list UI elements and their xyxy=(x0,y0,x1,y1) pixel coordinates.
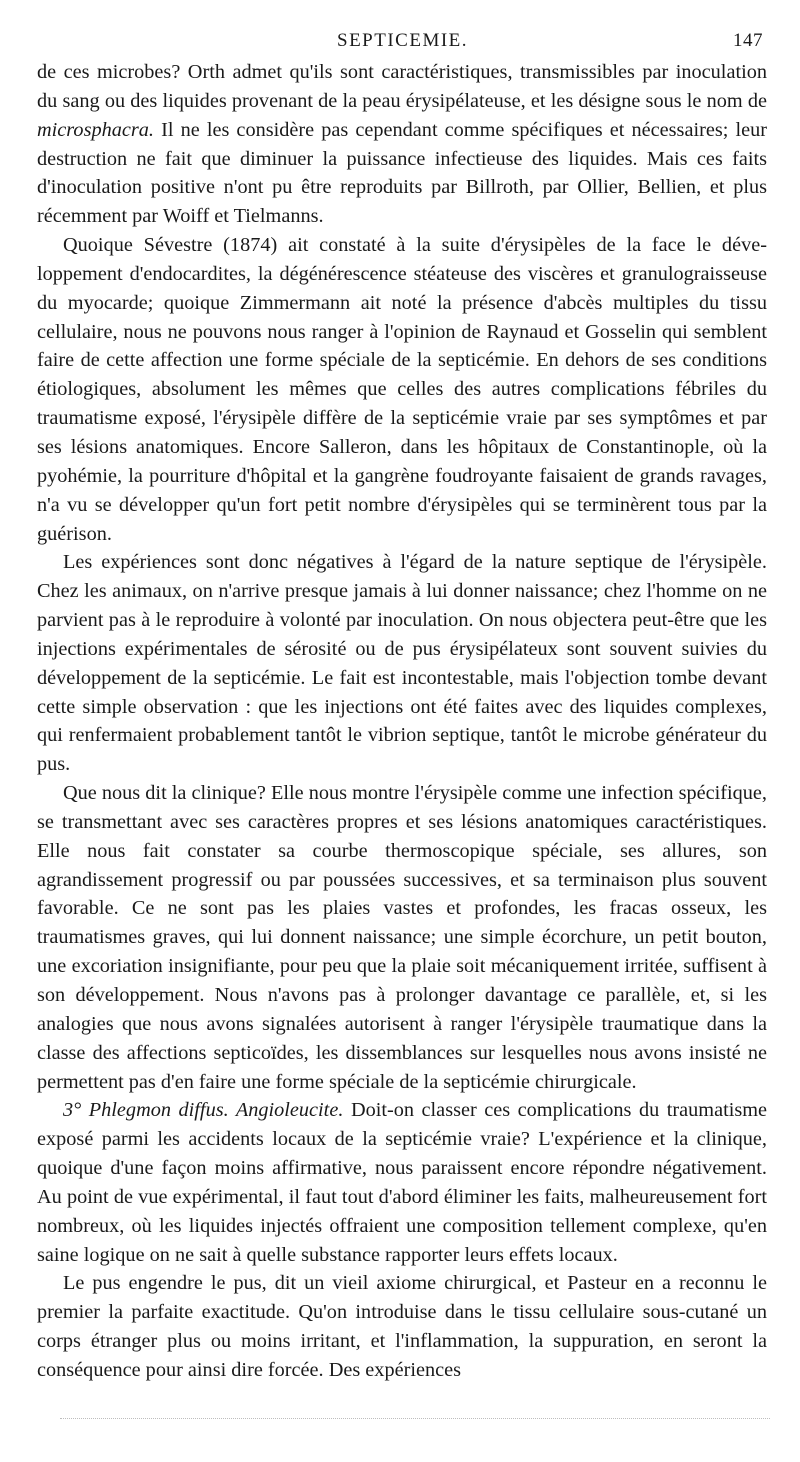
page-number: 147 xyxy=(733,30,763,51)
paragraph-1-end: Il ne les considère pas cependant comme spécifiques et nécessaires; leur destruction ne fait que diminuer la puissance infectieuse des liquides. Mais ces faits d'inoculation positive n'ont pu être reproduits par Billroth, par Ollier, Bellien, et plus récemment par Woiff et Tielmanns. xyxy=(37,118,767,228)
running-head xyxy=(37,28,767,58)
paragraph-6: Le pus engendre le pus, dit un vieil axiome chirurgical, et Pasteur en a reconnu le premier la parfaite exactitude. Qu'on introduise dans le tissu cellulaire sous-cutané un corps étranger plus ou moins irritant, et l'inflammation, la suppuration, en seront la conséquence pour ainsi dire forcée. Des expériences xyxy=(37,1272,767,1381)
paragraph-2: Quoique Sévestre (1874) ait constaté à la suite d'érysipèles de la face le développement d'endocardites, la dégénérescence stéateuse des viscères et granulograisseuse du myocarde; quoique Zimmermann ait noté la présence d'abcès multiples du tissu cellulaire, nous ne pouvons nous ranger à l'opinion de Raynaud et Gosselin qui semblent faire de cette affection une forme spéciale de la septicémie. En dehors de ses conditions étiologiques, absolument les mêmes que celles des autres complications fébriles du traumatisme exposé, l'érysipèle diffère de la septicémie vraie par ses symptômes et par ses lésions anatomiques. Encore Salleron, dans les hôpitaux de Constantinople, où la pyohémie, la pourriture d'hôpital et la gangrène foudroyante faisaient de grands ravages, n'a vu se développer qu'un fort petit nombre d'érysipèles qui se terminèrent tous par la guérison. xyxy=(37,234,767,545)
paragraph-3: Les expériences sont donc négatives à l'égard de la nature septique de l'érysipèle. Chez les animaux, on n'arrive presque jamais à lui donner naissance; chez l'homme on ne parvient pas à le reproduire à volonté par inoculation. On nous objectera peut-être que les injections expérimentales de sérosité ou de pus érysipélateux sont souvent suivies du développement de la septicémie. Le fait est incontestable, mais l'objection tombe devant cette simple observation : que les injections ont été faites avec des liquides complexes, qui renfermaient probablement tantôt le vibrion septique, tantôt le microbe générateur du pus. xyxy=(37,551,767,776)
paragraph-5 xyxy=(37,1096,767,1269)
paragraph-1-term: microsphacra. xyxy=(37,118,154,141)
section-heading: 3° Phlegmon diffus. Angioleucite. xyxy=(63,1099,344,1122)
paragraph-1-text: de ces microbes? Orth admet qu'ils sont caractéristiques, transmissibles par inoculation du sang ou des liquides provenant de la peau érysipélateuse, et les désigne sous le nom de xyxy=(37,61,767,112)
paragraph-5-text: Doit-on classer ces complications du traumatisme exposé parmi les accidents locaux de la septicémie vraie? L'expérience et la clinique, quoique d'une façon moins affirmative, nous paraissent encore répondre négativement. Au point de vue expérimental, il faut tout d'abord éliminer les faits, malheureusement fort nombreux, où les liquides injectés offraient une composition tellement complexe, qu'en saine logique on ne sait à quelle substance rapporter leurs effets locaux. xyxy=(37,1099,768,1266)
running-title: SEPTICEMIE. xyxy=(337,30,469,51)
footer-rule xyxy=(60,1418,770,1419)
paragraph-4: Que nous dit la clinique? Elle nous montre l'érysipèle comme une infection spécifique, se transmettant avec ses caractères propres et ses lésions anatomiques caractéristiques. Elle nous fait constater sa courbe thermoscopique spéciale, ses allures, son agrandissement progressif ou par poussées successives, et sa terminaison plus souvent favorable. Ce ne sont pas les plaies vastes et profondes, les fracas osseux, les traumatismes graves, qui lui donnent naissance; une simple écorchure, un petit bouton, une excoriation insignifiante, pour peu que la plaie soit mécaniquement irritée, suffisent à son développement. Nous n'avons pas à prolonger davantage ce parallèle, et, si les analogies que nous avons signalées autorisent à ranger l'érysipèle traumatique dans la classe des affections septicoïdes, les dissemblances sur lesquelles nous avons insisté ne permettent pas d'en faire une forme spéciale de la septicémie chirurgicale. xyxy=(37,782,767,1093)
body-text xyxy=(37,58,767,1385)
page xyxy=(37,28,767,1385)
paragraph-1 xyxy=(37,58,767,231)
